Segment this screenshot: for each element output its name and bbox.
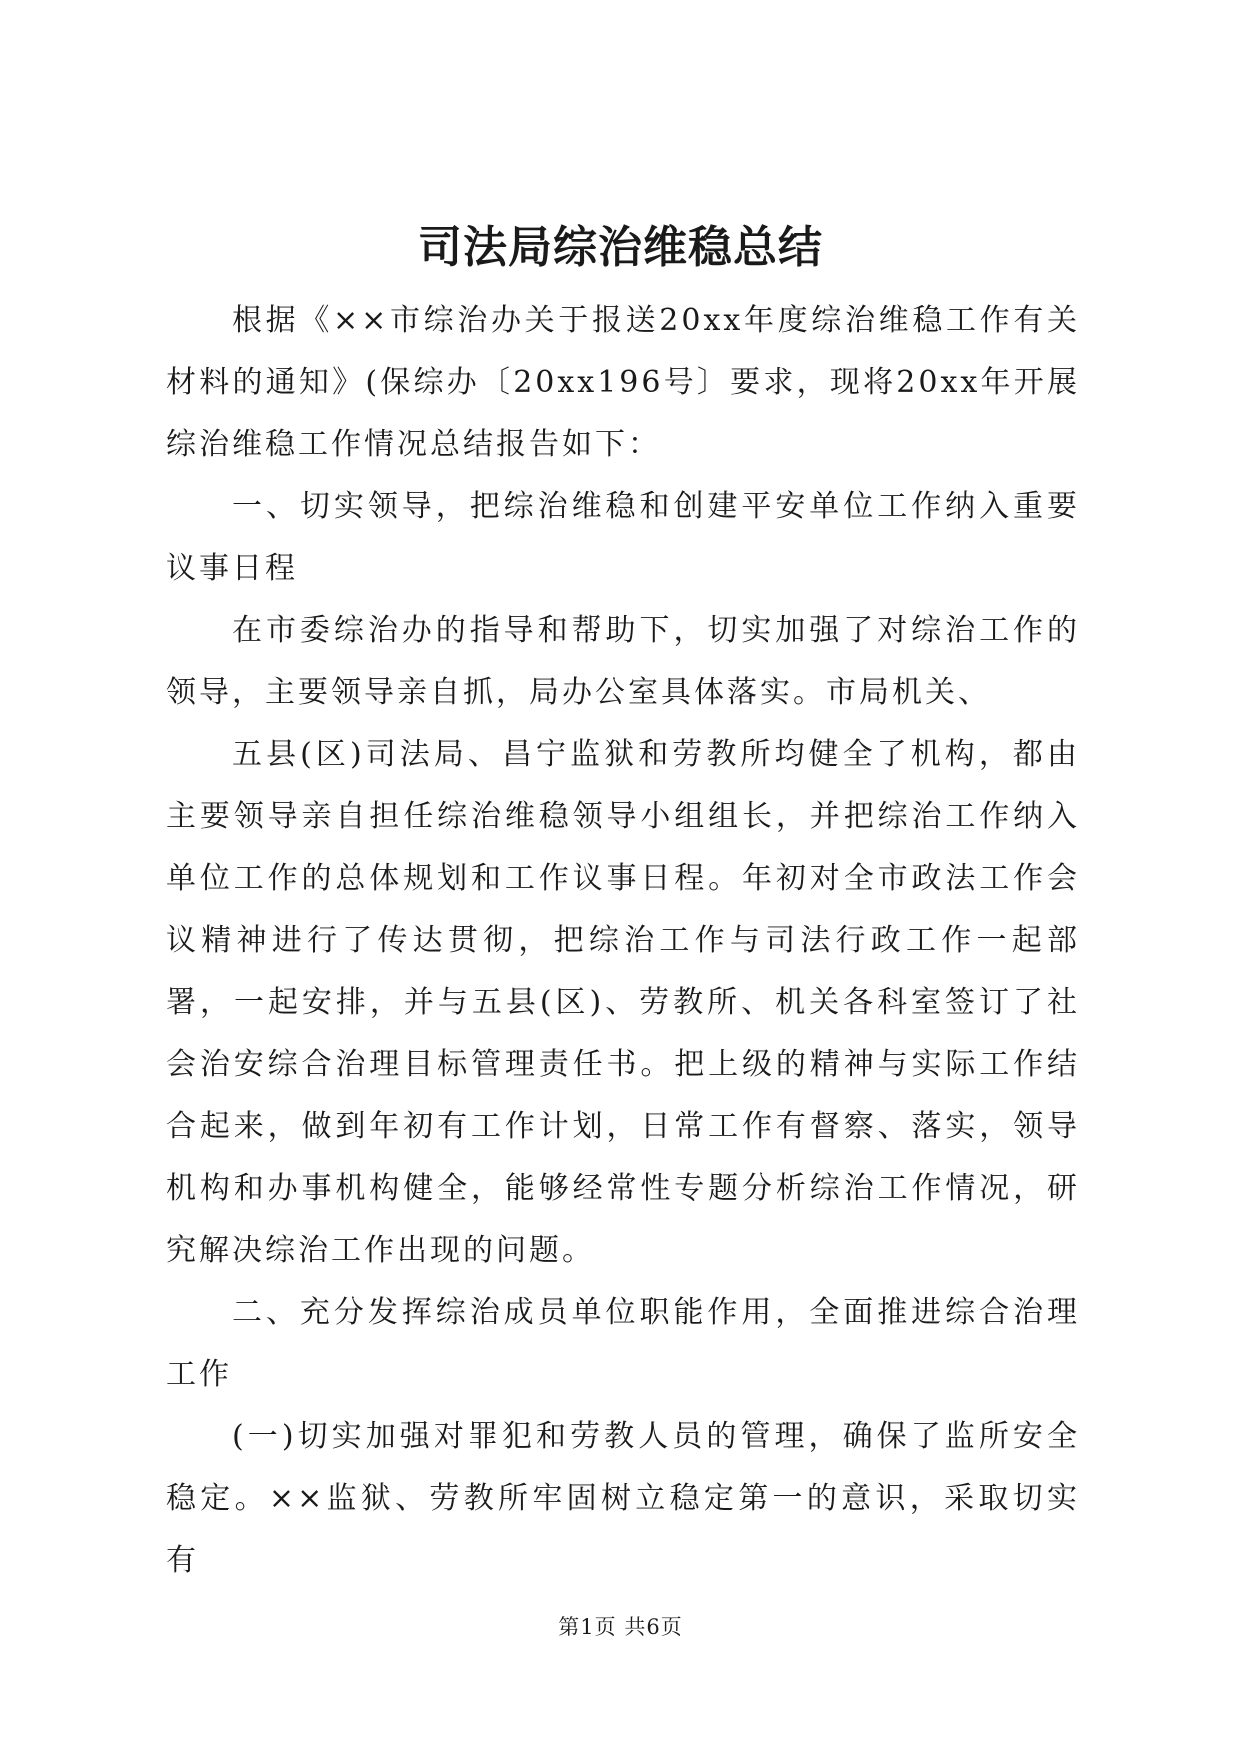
paragraph-leadership: 在市委综治办的指导和帮助下，切实加强了对综治工作的领导，主要领导亲自抓，局办公室具体落实。市局机关、: [166, 613, 1080, 710]
paragraph-organization: 五县(区)司法局、昌宁监狱和劳教所均健全了机构，都由主要领导亲自担任综治维稳领导小组组长，并把综治工作纳入单位工作的总体规划和工作议事日程。年初对全市政法工作会议精神进行了传达贯彻，把综治工作与司法行政工作一起部署，一起安排，并与五县(区)、劳教所、机关各科室签订了社会治安综合治理目标管理责任书。把上级的精神与实际工作结合起来，做到年初有工作计划，日常工作有督察、落实，领导机构和办事机构健全，能够经常性专题分析综治工作情况，研究解决综治工作出现的问题。: [166, 737, 1080, 1268]
page-number: 第1页 共6页: [558, 1615, 683, 1639]
document-title: 司法局综治维稳总结: [418, 222, 823, 273]
heading-section-2: 二、充分发挥综治成员单位职能作用，全面推进综合治理工作: [166, 1295, 1080, 1392]
paragraph-prison-management: (一)切实加强对罪犯和劳教人员的管理，确保了监所安全稳定。××监狱、劳教所牢固树立稳定第一的意识，采取切实有: [166, 1419, 1080, 1578]
heading-section-1: 一、切实领导，把综治维稳和创建平安单位工作纳入重要议事日程: [166, 489, 1080, 586]
document-body: [166, 290, 1080, 1592]
paragraph-intro: 根据《××市综治办关于报送20xx年度综治维稳工作有关材料的通知》(保综办〔20xx196号〕要求，现将20xx年开展综治维稳工作情况总结报告如下：: [166, 303, 1080, 462]
